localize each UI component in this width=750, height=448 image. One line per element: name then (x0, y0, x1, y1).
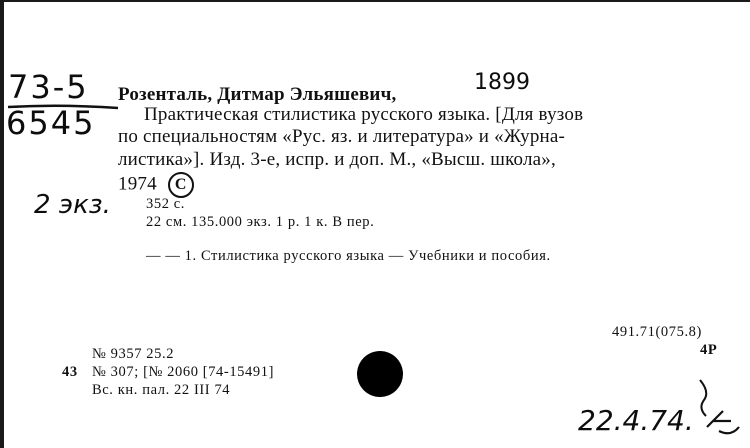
author-heading: Розенталь, Дитмар Эльяшевич, (118, 84, 397, 105)
title-line-3: листика»]. Изд. 3-е, испр. и доп. М., «Высш. школа», (118, 149, 556, 170)
title-line-2: по специальностям «Рус. яз. и литература» и «Журна- (118, 126, 566, 147)
record-number-line: № 9357 25.2 (92, 346, 175, 362)
title-line-1: Практическая стилистика русского языка. [Для вузов (144, 104, 584, 125)
pages-count: 352 с. (146, 196, 186, 212)
physical-description: 22 см. 135.000 экз. 1 р. 1 к. В пер. (146, 214, 375, 230)
record-prefix: 43 (62, 364, 78, 380)
copyright-icon: C (168, 172, 194, 198)
card-top-edge (0, 0, 750, 2)
copies-note: 2 экз. (34, 190, 111, 220)
accession-date-text: 22.4.74. (578, 404, 694, 437)
publication-year: 1974 (118, 173, 157, 195)
signature-mark (703, 407, 743, 437)
card-left-edge (0, 0, 4, 448)
registration-line: № 307; [№ 2060 [74-15491] (92, 364, 275, 380)
publication-year-line (118, 172, 194, 198)
bbk-index: 4Р (700, 342, 718, 358)
birth-year-note: 1899 (474, 70, 530, 95)
udc-index: 491.71(075.8) (612, 324, 702, 340)
book-chamber-line: Вс. кн. пал. 22 III 74 (92, 382, 231, 398)
shelf-mark-bottom: 6545 (6, 104, 96, 142)
shelf-mark-top: 73-5 (8, 68, 89, 106)
ink-blot (357, 351, 403, 397)
subject-heading: — — 1. Стилистика русского языка — Учебники и пособия. (146, 248, 551, 264)
accession-date-note (578, 404, 743, 437)
